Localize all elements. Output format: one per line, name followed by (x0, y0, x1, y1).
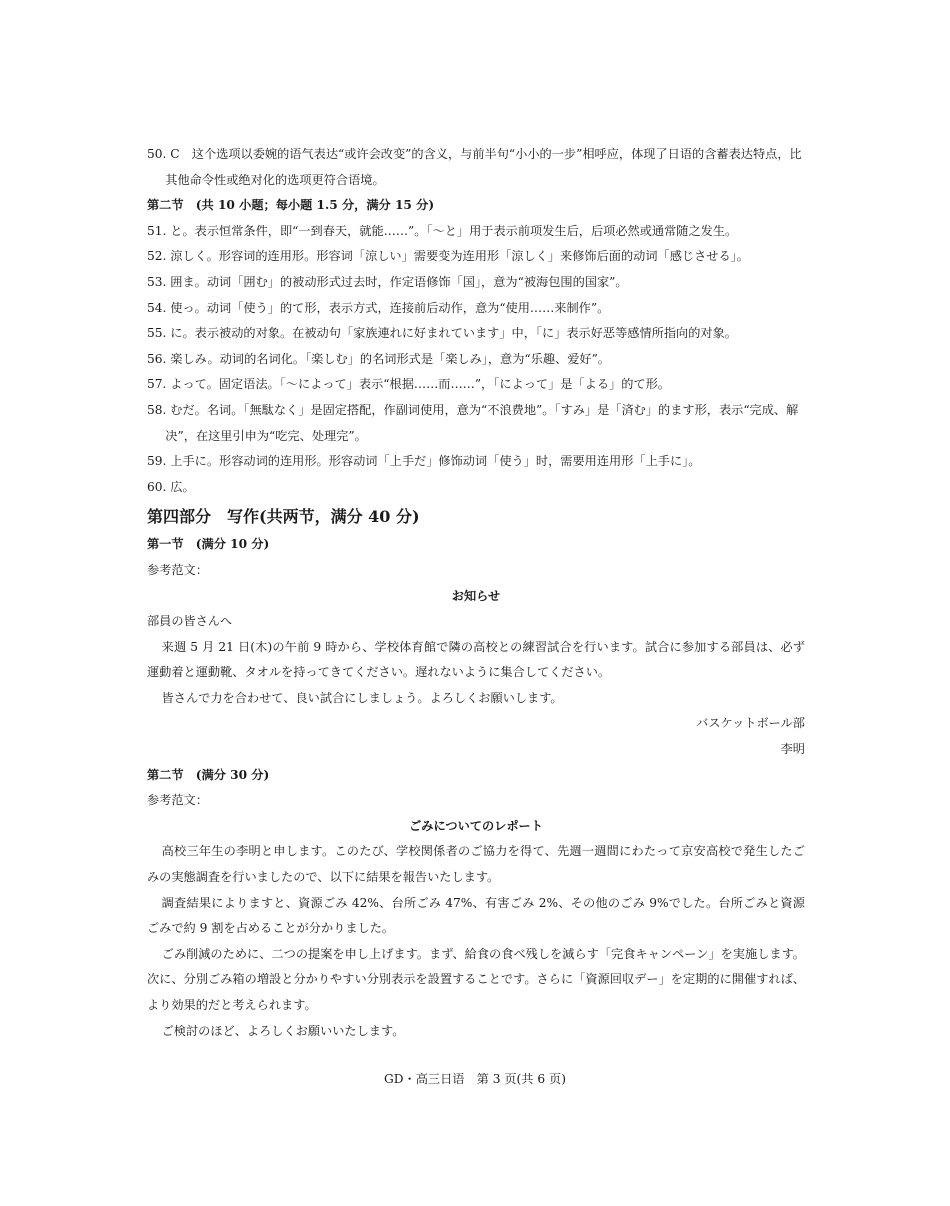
answer-57: 57. よって。固定语法。「～によって」表示“根据……而……”，「によって」是「よる」的て形。 (147, 377, 670, 392)
notice-paragraph-1: 来週 5 月 21 日(木)の午前 9 時から、学校体育館で隣の高校との練習試合を行います。試合に参加する部員は、必ず運動着と運動靴、タオルを持ってきてください。遅れないように集合してください。 (147, 639, 805, 680)
notice-paragraph-2: 皆さんで力を合わせて、良い試合にしましょう。よろしくお願いします。 (161, 690, 563, 705)
notice-signature-name: 李明 (780, 742, 805, 757)
report-paragraph-3: ごみ削減のために、二つの提案を申し上げます。まず、給食の食べ残しを減らす「完食キャンペーン」を実施します。次に、分別ごみ箱の増設と分かりやすい分別表示を設置することです。さらに「資源回収デー」を定期的に開催すれば、より効果的だと考えられます。 (147, 946, 805, 1012)
answer-52: 52. 涼しく。形容词的连用形。形容词「涼しい」需要变为连用形「涼しく」来修饰后面的动词「感じさせる」。 (147, 249, 749, 264)
answer-60: 60. 広。 (147, 479, 195, 494)
section-title-2: 第二节 (共 10 小题；每小题 1.5 分，满分 15 分) (147, 198, 435, 213)
writing-section1-title: 第一节 (满分 10 分) (147, 537, 270, 552)
answer-page (147, 142, 805, 1044)
report-paragraph-4: ご検討のほど、よろしくお願いいたします。 (161, 1023, 405, 1038)
answer-58: 58. むだ。名词。「無駄なく」是固定搭配，作副词使用，意为“不浪费地”。「すみ」是「済む」的ます形，表示“完成、解决”，在这里引申为“吃完、处理完”。 (147, 402, 799, 443)
answer-53: 53. 囲ま。动词「囲む」的被动形式过去时，作定语修饰「国」，意为“被海包围的国家”。 (147, 274, 628, 289)
notice-greeting: 部員の皆さんへ (147, 614, 233, 629)
page-footer: GD・高三日语 第 3 页(共 6 页) (384, 1072, 566, 1086)
report-paragraph-1: 高校三年生の李明と申します。このたび、学校関係者のご協力を得て、先週一週間にわたって京安高校で発生したごみの実態調査を行いましたので、以下に結果を報告いたします。 (147, 844, 805, 885)
answer-51: 51. と。表示恒常条件，即“一到春天，就能……”。「～と」用于表示前项发生后，后项必然或通常随之发生。 (147, 223, 738, 238)
answer-54: 54. 使っ。动词「使う」的て形，表示方式，连接前后动作，意为“使用……来制作”。 (147, 300, 610, 315)
reference-label-2: 参考范文： (147, 793, 208, 808)
report-paragraph-2: 調査結果によりますと、資源ごみ 42%、台所ごみ 47%、有害ごみ 2%、その他のごみ 9%でした。台所ごみと資源ごみで約 9 割を占めることが分かりました。 (147, 895, 805, 936)
reference-label-1: 参考范文： (147, 562, 208, 577)
answer-50: 50. C 这个选项以委婉的语气表达“或许会改变”的含义，与前半句“小小的一步”相呼应，体现了日语的含蓄表达特点，比其他命令性或绝对化的选项更符合语境。 (147, 147, 802, 187)
report-title: ごみについてのレポート (409, 818, 543, 833)
answer-55: 55. に。表示被动的对象。在被动句「家族連れに好まれています」中，「に」表示好恶等感情所指向的对象。 (147, 326, 737, 341)
answer-59: 59. 上手に。形容动词的连用形。形容动词「上手だ」修饰动词「使う」时，需要用连用形「上手に」。 (147, 454, 701, 469)
part4-title: 第四部分 写作(共两节，满分 40 分) (147, 507, 420, 527)
writing-section2-title: 第二节 (满分 30 分) (147, 767, 270, 782)
notice-title: お知らせ (451, 588, 501, 603)
notice-signature-club: バスケットボール部 (696, 716, 805, 731)
answer-56: 56. 楽しみ。动词的名词化。「楽しむ」的名词形式是「楽しみ」，意为“乐趣、爱好”。 (147, 351, 610, 366)
